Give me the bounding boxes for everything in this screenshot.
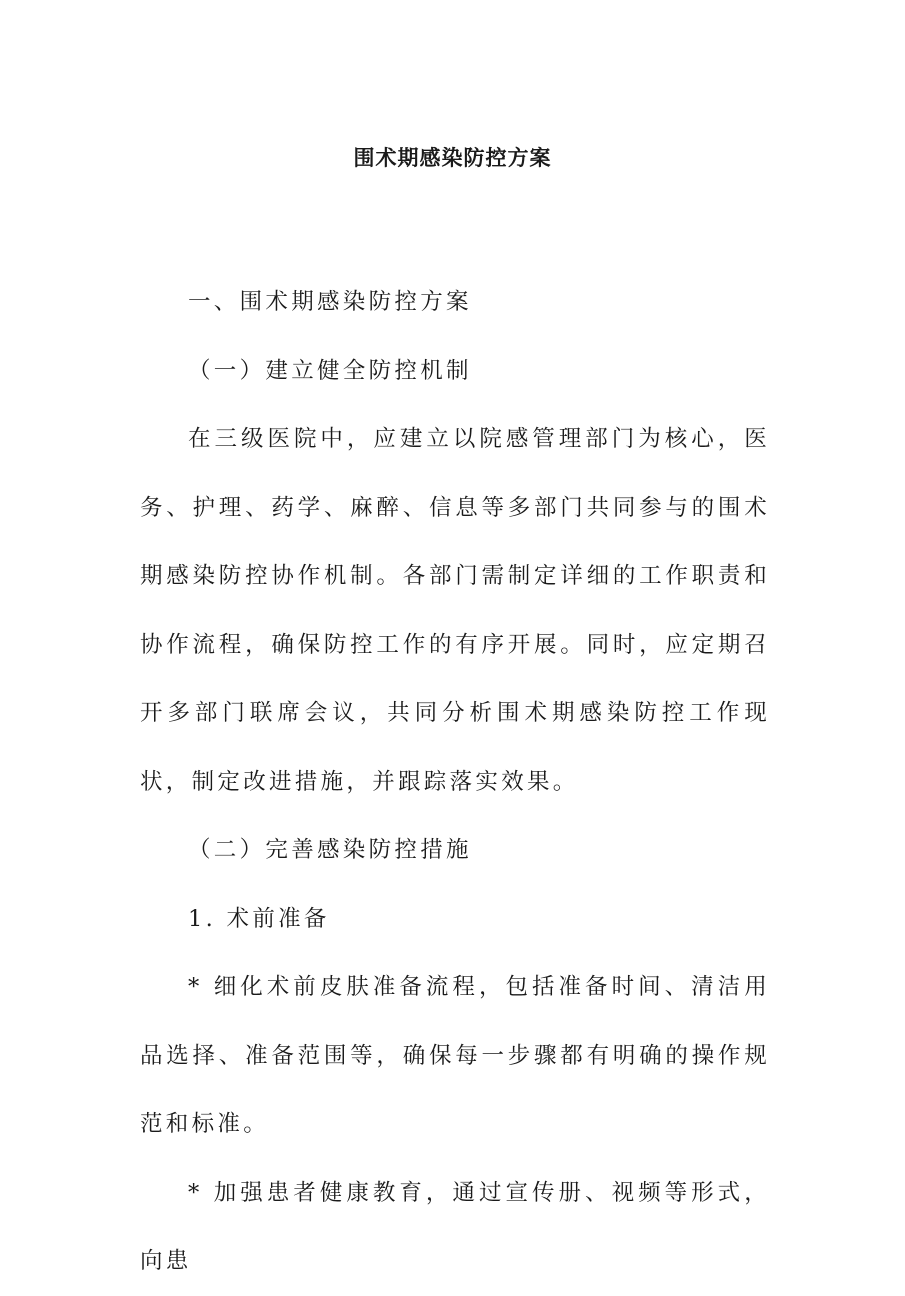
subsection-heading: （二）完善感染防控措施 <box>188 837 472 863</box>
document-title: 围术期感染防控方案 <box>353 146 552 170</box>
bullet-paragraph: * 细化术前皮肤准备流程，包括准备时间、清洁用品选择、准备范围等，确保每一步骤都有明确的操作规范和标准。 <box>140 974 770 1137</box>
document-body <box>140 268 770 1296</box>
section-heading: 一、围术期感染防控方案 <box>188 289 472 315</box>
body-paragraph: 在三级医院中，应建立以院感管理部门为核心，医务、护理、药学、麻醉、信息等多部门共同参与的围术期感染防控协作机制。各部门需制定详细的工作职责和协作流程，确保防控工作的有序开展。同时，应定期召开多部门联席会议，共同分析围术期感染防控工作现状，制定改进措施，并跟踪落实效果。 <box>140 426 770 795</box>
numbered-item-heading: 1. 术前准备 <box>188 905 330 932</box>
subsection-heading: （一）建立健全防控机制 <box>188 357 472 384</box>
bullet-paragraph: * 加强患者健康教育，通过宣传册、视频等形式，向患 <box>140 1179 770 1274</box>
